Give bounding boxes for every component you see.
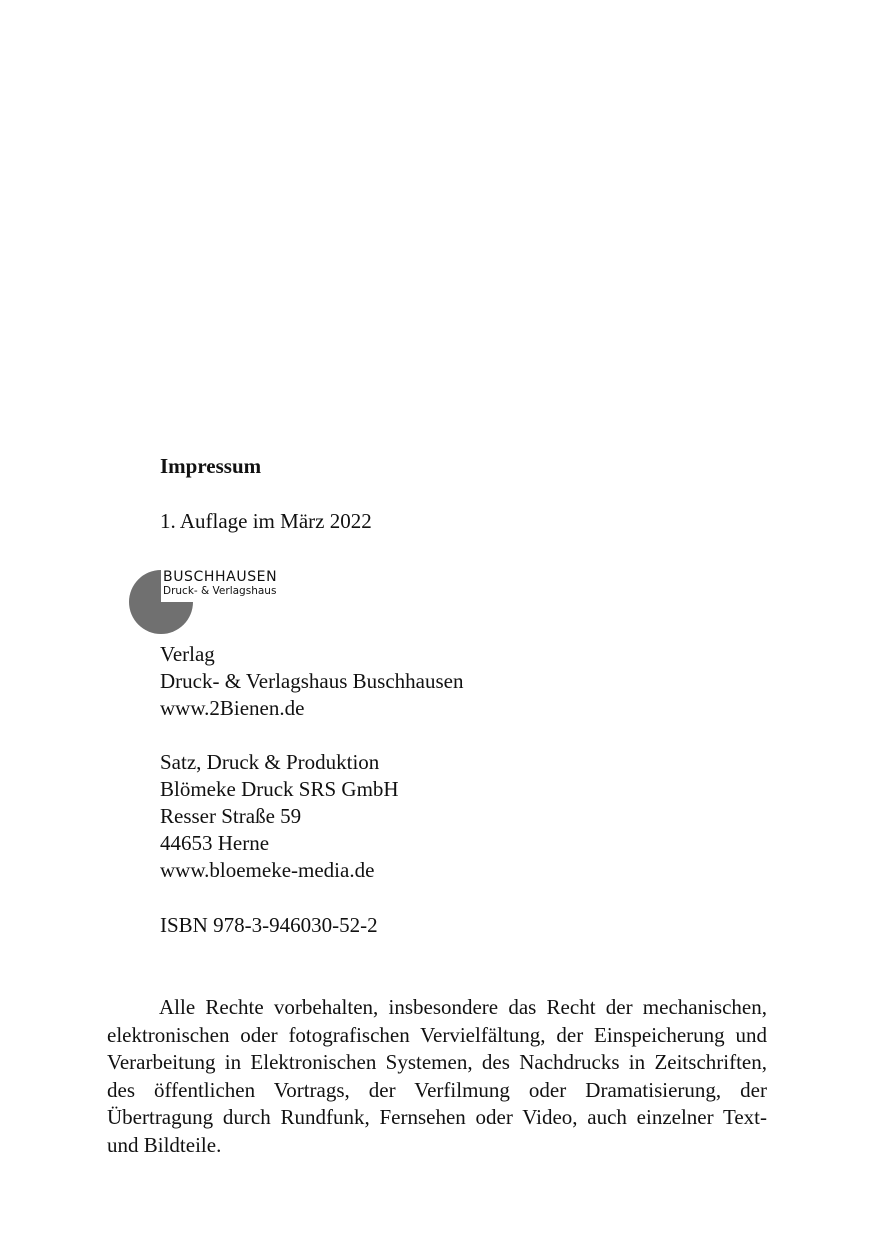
publisher-label: Verlag bbox=[160, 642, 215, 666]
production-url[interactable]: www.bloemeke-media.de bbox=[160, 858, 375, 882]
edition-info: 1. Auflage im März 2022 bbox=[160, 509, 372, 533]
production-section bbox=[160, 749, 399, 884]
production-street: Resser Straße 59 bbox=[160, 804, 302, 828]
publisher-name: Druck- & Verlagshaus Buschhausen bbox=[160, 669, 464, 693]
publisher-url[interactable]: www.2Bienen.de bbox=[160, 696, 305, 720]
publisher-section bbox=[160, 641, 463, 722]
isbn-section bbox=[160, 912, 378, 939]
logo-subtitle: Druck- & Verlagshaus bbox=[163, 585, 277, 597]
isbn-number: ISBN 978-3-946030-52-2 bbox=[160, 913, 378, 937]
rights-paragraph: Alle Rechte vorbehalten, insbesondere das Recht der mechanischen, elektronischen oder fotografischen Vervielfältung, der Einspeicherung und Verarbeitung in Elektronischen Systemen, des Nachdrucks in Zeitschriften, des öffentlichen Vortrags, der Verfilmung oder Dramatisierung, der Übertragung durch Rundfunk, Fernsehen oder Video, auch einzelner Text- und Bildteile. bbox=[107, 995, 767, 1157]
logo-wordmark: BUSCHHAUSEN bbox=[163, 569, 278, 585]
publisher-logo bbox=[129, 568, 309, 636]
production-label: Satz, Druck & Produktion bbox=[160, 750, 380, 774]
production-company: Blömeke Druck SRS GmbH bbox=[160, 777, 399, 801]
production-city: 44653 Herne bbox=[160, 831, 270, 855]
rights-notice bbox=[107, 994, 767, 1159]
imprint-heading: Impressum bbox=[160, 454, 262, 478]
